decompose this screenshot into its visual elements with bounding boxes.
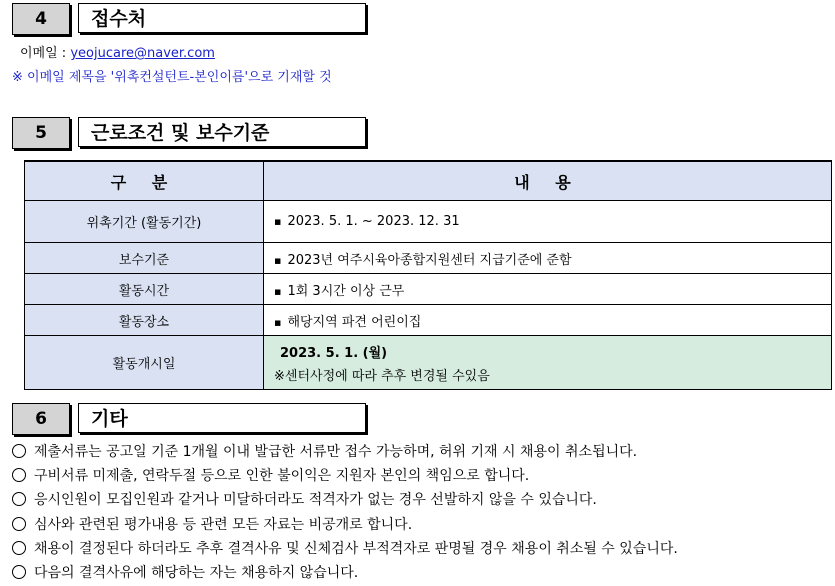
- row-value: ▪ 2023년 여주시육아종합지원센터 지급기준에 준함: [264, 243, 832, 274]
- list-item: 구비서류 미제출, 연락두절 등으로 인한 불이익은 지원자 본인의 책임으로 합니다.: [12, 464, 678, 488]
- circle-bullet-icon: [12, 517, 26, 531]
- circle-bullet-icon: [12, 444, 26, 458]
- header-category: 구 분: [25, 161, 264, 201]
- email-label: 이메일 :: [20, 46, 67, 61]
- circle-bullet-icon: [12, 492, 26, 506]
- row-label: 위촉기간 (활동기간): [25, 201, 264, 243]
- list-item: 심사와 관련된 평가내용 등 관련 모든 자료는 비공개로 합니다.: [12, 513, 678, 537]
- row-label: 활동개시일: [25, 336, 264, 390]
- table-row: [25, 201, 832, 243]
- table-row: [25, 305, 832, 336]
- row-value: ▪ 해당지역 파견 어린이집: [264, 305, 832, 336]
- row-label: 활동시간: [25, 274, 264, 305]
- list-item: 다음의 결격사유에 해당하는 자는 채용하지 않습니다.: [12, 561, 678, 585]
- list-item: 채용이 결정된다 하더라도 추후 결격사유 및 신체검사 부적격자로 판명될 경우 채용이 취소될 수 있습니다.: [12, 537, 678, 561]
- list-item: 응시인원이 모집인원과 같거나 미달하더라도 적격자가 없는 경우 선발하지 않을 수 있습니다.: [12, 488, 678, 512]
- table-row: [25, 336, 832, 390]
- email-line: [20, 42, 215, 61]
- circle-bullet-icon: [12, 468, 26, 482]
- row-value: [264, 336, 832, 390]
- email-note: ※ 이메일 제목을 '위촉컨설턴트-본인이름'으로 기재할 것: [12, 70, 332, 85]
- etc-list: [12, 440, 678, 585]
- email-link[interactable]: yeojucare@naver.com: [70, 46, 215, 61]
- section-number: 4: [12, 3, 70, 35]
- table-row: [25, 243, 832, 274]
- circle-bullet-icon: [12, 565, 26, 579]
- table-row: [25, 274, 832, 305]
- section-number: 5: [12, 117, 70, 149]
- list-item: 제출서류는 공고일 기준 1개월 이내 발급한 서류만 접수 가능하며, 허위 기재 시 채용이 취소됩니다.: [12, 440, 678, 464]
- circle-bullet-icon: [12, 541, 26, 555]
- section-number: 6: [12, 403, 70, 435]
- header-content: 내 용: [264, 161, 832, 201]
- terms-table: [24, 160, 832, 390]
- start-date: 2023. 5. 1. (월): [280, 345, 388, 361]
- row-label: 활동장소: [25, 305, 264, 336]
- section-title: 접수처: [78, 3, 366, 33]
- row-value: ▪ 2023. 5. 1. ~ 2023. 12. 31: [264, 201, 832, 243]
- table-header-row: [25, 161, 832, 201]
- section-title: 근로조건 및 보수기준: [78, 117, 366, 147]
- row-value: ▪ 1회 3시간 이상 근무: [264, 274, 832, 305]
- row-label: 보수기준: [25, 243, 264, 274]
- section-title: 기타: [78, 403, 366, 433]
- start-date-note: ※센터사정에 따라 추후 변경될 수있음: [274, 368, 490, 384]
